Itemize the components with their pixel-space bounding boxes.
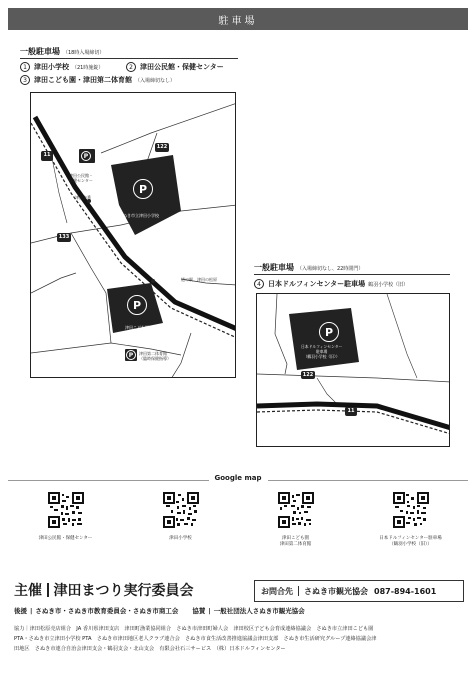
road-number-11: 11: [43, 152, 51, 158]
qr-caption: 津田公民館・保健センター: [38, 536, 93, 541]
organizer-name: 津田まつり実行委員会: [53, 583, 194, 599]
support-line: 後援 | さぬき市・さぬき市教育委員会・さぬき市商工会 協賛 | 一般社団法人さぬき市観光協会: [14, 606, 305, 615]
parking-p-icon: P: [81, 151, 91, 161]
label-kominkan: 津田公民館・ 保健センター: [69, 173, 93, 184]
qr-caption: 津田小学校: [169, 536, 192, 541]
general-parking2-title: 一般駐車場 （入場締切なし、22時閉門）: [254, 263, 364, 272]
cooperation-line: 田地区 さぬき市連合自治会津田支会・鶴羽支会・北山支会 有限会社石三サービス （株）日本ドルフィンセンター: [14, 646, 286, 653]
cooperation-line: PTA・さぬき市立津田小学校 PTA さぬき市津田地区老人クラブ連合会 さぬき市食生活改善推進協議会津田支部 さぬき市生活研究グループ連絡協議会津: [14, 636, 377, 643]
organizer: [14, 580, 194, 600]
qr-caption: 日本ドルフィンセンター駐車場 （鶴羽小学校（旧））: [379, 536, 442, 548]
qr-code-icon[interactable]: [163, 492, 199, 528]
separator: [47, 583, 49, 597]
lot-item-2: 2 津田公民館・保健センター: [126, 62, 224, 72]
separator: [298, 586, 299, 596]
qr-code-icon[interactable]: [393, 492, 429, 528]
page-title: 駐車場: [218, 15, 258, 27]
qr-code-item[interactable]: [26, 492, 106, 549]
road-number-11: 11: [347, 408, 355, 414]
lot-item-4: 4 日本ドルフィンセンター駐車場 鶴羽小学校（旧）: [254, 279, 408, 289]
google-map-heading: Google map: [0, 474, 476, 482]
label-gym: 津田第二体育館 （臨時保健指導）: [139, 351, 171, 362]
road-number-122: 122: [302, 372, 314, 378]
label-school: さぬき市立津田小学校: [119, 213, 159, 218]
cooperation-list: [14, 626, 466, 653]
qr-code-item[interactable]: [371, 492, 451, 549]
label-police: 津田交番: [75, 195, 91, 200]
divider: [254, 274, 450, 275]
label-michinoeki: 道の駅 津田の松原: [181, 277, 217, 282]
page-header: [8, 8, 468, 30]
general-parking-title: 一般駐車場 （18時入場締切）: [20, 47, 105, 56]
qr-code-icon[interactable]: [48, 492, 84, 528]
qr-code-icon[interactable]: [278, 492, 314, 528]
contact-tel: 087-894-1601: [374, 586, 437, 596]
road-number-133: 133: [58, 234, 70, 240]
contact-box: [254, 580, 464, 602]
parking-map-dolphin: [256, 293, 450, 447]
label-kodomoen: 津田こども園: [125, 325, 149, 330]
label-dolphin: 日本ドルフィンセンター 駐車場 （鶴羽小学校（旧））: [301, 344, 343, 359]
parking-p-icon: P: [133, 179, 153, 199]
parking-p-icon: P: [126, 350, 136, 360]
lot-item-1: 1 津田小学校 （21時施錠）: [20, 62, 103, 72]
qr-code-item[interactable]: [256, 492, 336, 549]
contact-label: お問合先: [261, 586, 293, 596]
map2-roads: [257, 294, 450, 447]
organizer-label: 主催: [14, 583, 42, 599]
divider: [20, 58, 238, 59]
parking-p-icon: P: [127, 295, 147, 315]
qr-code-row: [8, 492, 468, 549]
parking-map-tsuda: [30, 92, 236, 378]
lot-item-3: 3 津田こども園・津田第二体育館 （入場締切なし）: [20, 75, 175, 85]
contact-org: さぬき市観光協会: [304, 586, 368, 596]
qr-code-item[interactable]: [141, 492, 221, 549]
cooperation-line: 協力｜津田松原売店組合 JA 香川県津田支店 津田町漁業協同組合 さぬき市津田町婦人会 津田校区子ども会育成連絡協議会 さぬき市立津田こども園: [14, 626, 374, 632]
road-number-122: 122: [156, 144, 168, 150]
parking-p-icon: P: [319, 322, 339, 342]
qr-caption: 津田こども園 津田第二体育館: [279, 536, 312, 548]
